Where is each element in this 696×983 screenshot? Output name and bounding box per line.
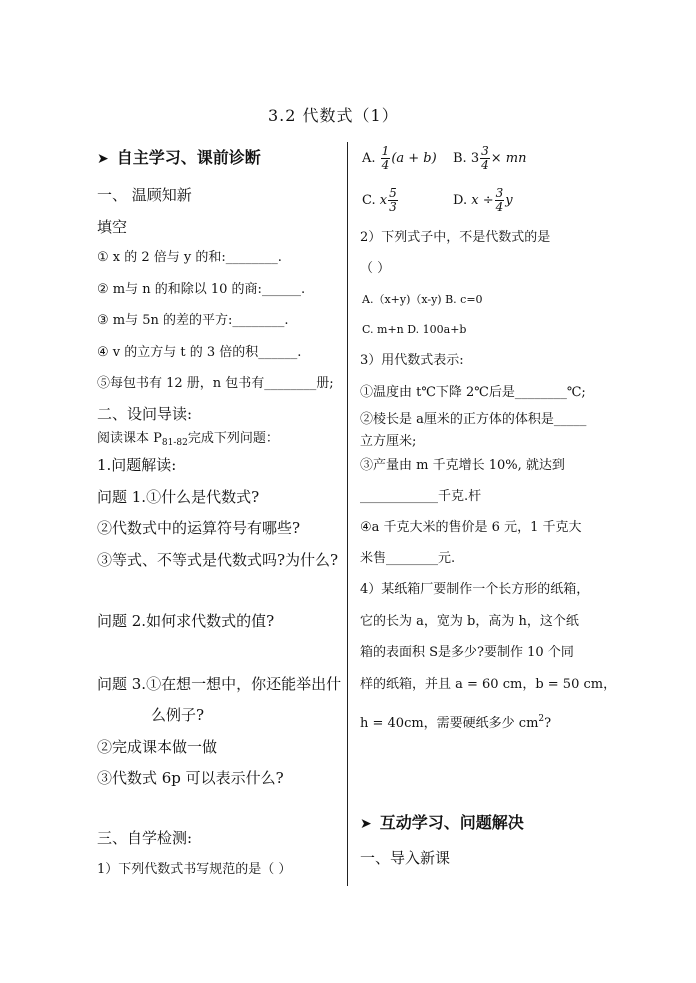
subheading-intro: 一、导入新课 [360, 849, 451, 867]
column-divider [347, 142, 348, 886]
subheading-review: 一、 温顾知新 [97, 186, 192, 204]
question-2-bracket: （ ） [360, 261, 391, 276]
problem-1-q2: ②代数式中的运算符号有哪些? [97, 519, 301, 537]
question-3a: ①温度由 t℃下降 2℃后是________℃; [360, 385, 586, 400]
problem-3-q2: ②完成课本做一做 [97, 738, 218, 756]
question-3d-line1: ④a 千克大米的售价是 6 元，1 千克大 [360, 520, 582, 535]
question-2-stem: 2）下列式子中，不是代数式的是 [360, 230, 551, 245]
section-heading-self-study: ➤ 自主学习、课前诊断 [97, 148, 261, 167]
fill-in-label: 填空 [97, 218, 128, 236]
test-question-1: 1）下列代数式书写规范的是（ ） [97, 862, 292, 877]
arrow-bullet-icon: ➤ [360, 816, 372, 832]
question-3-stem: 3）用代数式表示: [360, 353, 464, 368]
problem-3-line2: 么例子? [151, 706, 205, 724]
fraction: $\frac{5}{3}$ [389, 186, 397, 214]
question-4-line4: 样的纸箱，并且 a = 60 cm，b = 50 cm， [360, 677, 617, 692]
subheading-self-test: 三、自学检测: [97, 829, 193, 847]
option-c: C. x $\frac{5}{3}$ [362, 186, 397, 214]
reading-instruction: 阅读课本 $P_{81-82}$完成下列问题： [97, 431, 279, 448]
problem-1-q3: ③等式、不等式是代数式吗?为什么? [97, 551, 339, 569]
subheading-guided-reading: 二、设问导读: [97, 405, 193, 423]
question-1: ① x 的 2 倍与 y 的和:________. [97, 250, 282, 265]
question-2: ② m与 n 的和除以 10 的商:______. [97, 282, 306, 297]
page-title: 3.2 代数式（1） [268, 106, 399, 125]
section-heading-interactive: ➤ 互动学习、问题解决 [360, 813, 524, 832]
problem-3-q3: ③代数式 6p 可以表示什么? [97, 769, 284, 787]
question-3d-line2: 米售________元. [360, 551, 456, 566]
question-4: ④ v 的立方与 t 的 3 倍的积______. [97, 345, 302, 360]
fraction: $\frac{3}{4}$ [495, 186, 504, 214]
problem-3-line1: 问题 3.①在想一想中，你还能举出什 [97, 675, 342, 693]
fraction: $\frac{3}{4}$ [481, 144, 489, 172]
option-b: B. 3 $\frac{3}{4}$ × mn [453, 144, 527, 172]
question-5: ⑤每包书有 12 册，n 包书有________册; [97, 376, 334, 391]
question-4-line1: 4）某纸箱厂要制作一个长方形的纸箱， [360, 582, 590, 597]
fraction: $\frac{1}{4}$ [381, 144, 390, 172]
question-3c-line1: ③产量由 m 千克增长 10%, 就达到 [360, 458, 565, 473]
question-3b-line1: ②棱长是 a厘米的正方体的体积是_____ [360, 412, 587, 427]
question-2-options-cd: C. m+n D. 100a+b [362, 323, 467, 336]
question-4-line3: 箱的表面积 S是多少?要制作 10 个同 [360, 645, 574, 660]
option-a: A. $\frac{1}{4}$ (a + b) [362, 144, 437, 172]
question-2-options-ab: A.（x+y)（x-y) B. c=0 [362, 293, 483, 306]
problem-2: 问题 2.如何求代数式的值? [97, 612, 275, 630]
question-4-line5: h = 40cm，需要硬纸多少 $cm^2$? [360, 714, 552, 731]
problem-reading-label: 1.问题解读: [97, 456, 177, 474]
question-3b-line2: 立方厘米; [360, 434, 417, 449]
problem-1-q1: 问题 1.①什么是代数式? [97, 488, 260, 506]
question-4-line2: 它的长为 a，宽为 b，高为 h，这个纸 [360, 614, 579, 629]
option-d: D. x ÷ $\frac{3}{4}$ y [453, 186, 513, 214]
question-3: ③ m与 5n 的差的平方:________. [97, 313, 289, 328]
question-3c-line2: ____________千克.杆 [360, 489, 482, 504]
arrow-bullet-icon: ➤ [97, 151, 109, 167]
